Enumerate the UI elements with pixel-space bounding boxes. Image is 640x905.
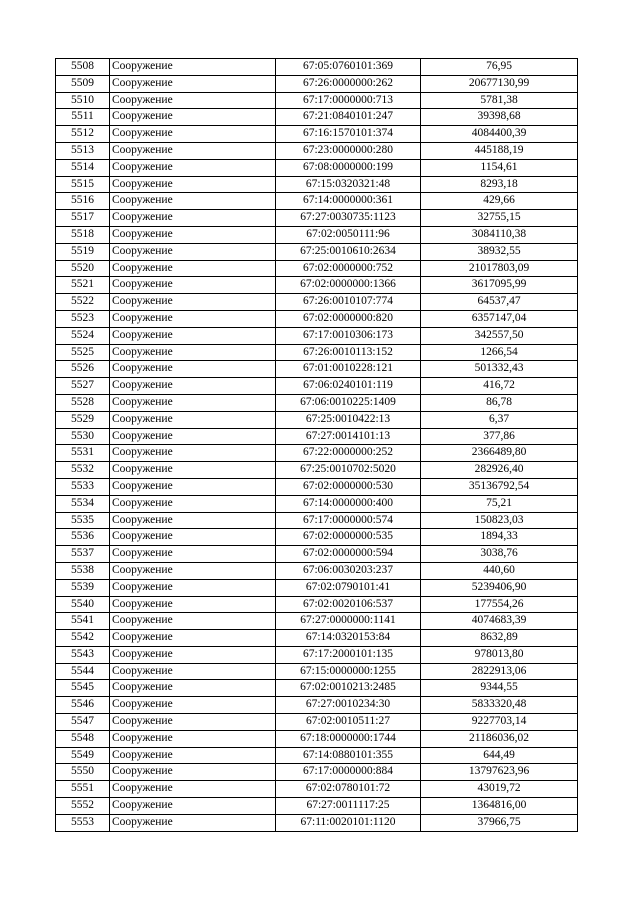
cadastral-number-cell: 67:23:0000000:280 bbox=[276, 142, 421, 159]
cadastral-value-cell: 416,72 bbox=[421, 378, 578, 395]
cadastral-value-cell: 644,49 bbox=[421, 747, 578, 764]
table-row bbox=[56, 730, 578, 747]
cadastral-number-cell: 67:17:0000000:713 bbox=[276, 92, 421, 109]
cadastral-value-cell: 3038,76 bbox=[421, 546, 578, 563]
cadastral-number-cell: 67:14:0000000:361 bbox=[276, 193, 421, 210]
cadastral-value-cell: 21186036,02 bbox=[421, 730, 578, 747]
row-number-cell: 5538 bbox=[56, 562, 110, 579]
cadastral-number-cell: 67:27:0030735:1123 bbox=[276, 210, 421, 227]
table-row bbox=[56, 109, 578, 126]
table-row bbox=[56, 378, 578, 395]
table-row bbox=[56, 596, 578, 613]
cadastral-number-cell: 67:15:0000000:1255 bbox=[276, 663, 421, 680]
object-type-cell: Сооружение bbox=[110, 310, 276, 327]
object-type-cell: Сооружение bbox=[110, 378, 276, 395]
row-number-cell: 5534 bbox=[56, 495, 110, 512]
object-type-cell: Сооружение bbox=[110, 781, 276, 798]
table-row bbox=[56, 663, 578, 680]
object-type-cell: Сооружение bbox=[110, 814, 276, 831]
cadastral-number-cell: 67:11:0020101:1120 bbox=[276, 814, 421, 831]
row-number-cell: 5553 bbox=[56, 814, 110, 831]
object-type-cell: Сооружение bbox=[110, 394, 276, 411]
table-row bbox=[56, 327, 578, 344]
cadastral-number-cell: 67:25:0010422:13 bbox=[276, 411, 421, 428]
row-number-cell: 5528 bbox=[56, 394, 110, 411]
cadastral-value-cell: 1894,33 bbox=[421, 529, 578, 546]
table-body bbox=[56, 59, 578, 832]
table-row bbox=[56, 630, 578, 647]
cadastral-value-cell: 440,60 bbox=[421, 562, 578, 579]
cadastral-value-cell: 38932,55 bbox=[421, 243, 578, 260]
object-type-cell: Сооружение bbox=[110, 596, 276, 613]
table-row bbox=[56, 680, 578, 697]
table-row bbox=[56, 478, 578, 495]
cadastral-value-cell: 177554,26 bbox=[421, 596, 578, 613]
table-row bbox=[56, 193, 578, 210]
object-type-cell: Сооружение bbox=[110, 697, 276, 714]
cadastral-value-cell: 282926,40 bbox=[421, 462, 578, 479]
row-number-cell: 5531 bbox=[56, 445, 110, 462]
table-row bbox=[56, 344, 578, 361]
row-number-cell: 5536 bbox=[56, 529, 110, 546]
cadastral-value-cell: 75,21 bbox=[421, 495, 578, 512]
cadastral-number-cell: 67:26:0010113:152 bbox=[276, 344, 421, 361]
cadastral-value-cell: 4084400,39 bbox=[421, 126, 578, 143]
table-row bbox=[56, 243, 578, 260]
cadastral-value-cell: 9227703,14 bbox=[421, 714, 578, 731]
cadastral-number-cell: 67:02:0790101:41 bbox=[276, 579, 421, 596]
cadastral-value-cell: 13797623,96 bbox=[421, 764, 578, 781]
object-type-cell: Сооружение bbox=[110, 445, 276, 462]
object-type-cell: Сооружение bbox=[110, 579, 276, 596]
table-row bbox=[56, 59, 578, 76]
cadastral-number-cell: 67:08:0000000:199 bbox=[276, 159, 421, 176]
cadastral-number-cell: 67:02:0000000:535 bbox=[276, 529, 421, 546]
object-type-cell: Сооружение bbox=[110, 462, 276, 479]
cadastral-number-cell: 67:02:0000000:820 bbox=[276, 310, 421, 327]
row-number-cell: 5546 bbox=[56, 697, 110, 714]
row-number-cell: 5550 bbox=[56, 764, 110, 781]
cadastral-number-cell: 67:01:0010228:121 bbox=[276, 361, 421, 378]
table-row bbox=[56, 75, 578, 92]
row-number-cell: 5526 bbox=[56, 361, 110, 378]
cadastral-value-cell: 2822913,06 bbox=[421, 663, 578, 680]
cadastral-value-cell: 35136792,54 bbox=[421, 478, 578, 495]
cadastral-value-cell: 5239406,90 bbox=[421, 579, 578, 596]
table-row bbox=[56, 512, 578, 529]
row-number-cell: 5510 bbox=[56, 92, 110, 109]
row-number-cell: 5525 bbox=[56, 344, 110, 361]
cadastral-number-cell: 67:16:1570101:374 bbox=[276, 126, 421, 143]
cadastral-number-cell: 67:14:0320153:84 bbox=[276, 630, 421, 647]
row-number-cell: 5551 bbox=[56, 781, 110, 798]
row-number-cell: 5515 bbox=[56, 176, 110, 193]
object-type-cell: Сооружение bbox=[110, 59, 276, 76]
cadastral-value-cell: 445188,19 bbox=[421, 142, 578, 159]
table-row bbox=[56, 462, 578, 479]
cadastral-number-cell: 67:17:0000000:884 bbox=[276, 764, 421, 781]
object-type-cell: Сооружение bbox=[110, 512, 276, 529]
object-type-cell: Сооружение bbox=[110, 176, 276, 193]
table-row bbox=[56, 495, 578, 512]
object-type-cell: Сооружение bbox=[110, 798, 276, 815]
table-row bbox=[56, 394, 578, 411]
cadastral-number-cell: 67:17:0010306:173 bbox=[276, 327, 421, 344]
table-row bbox=[56, 646, 578, 663]
row-number-cell: 5542 bbox=[56, 630, 110, 647]
cadastral-number-cell: 67:02:0000000:1366 bbox=[276, 277, 421, 294]
table-row bbox=[56, 277, 578, 294]
cadastral-value-cell: 32755,15 bbox=[421, 210, 578, 227]
object-type-cell: Сооружение bbox=[110, 680, 276, 697]
cadastral-value-cell: 8293,18 bbox=[421, 176, 578, 193]
cadastral-number-cell: 67:27:0010234:30 bbox=[276, 697, 421, 714]
cadastral-number-cell: 67:17:2000101:135 bbox=[276, 646, 421, 663]
row-number-cell: 5518 bbox=[56, 226, 110, 243]
cadastral-number-cell: 67:02:0020106:537 bbox=[276, 596, 421, 613]
cadastral-value-cell: 9344,55 bbox=[421, 680, 578, 697]
table-row bbox=[56, 361, 578, 378]
object-type-cell: Сооружение bbox=[110, 92, 276, 109]
table-row bbox=[56, 747, 578, 764]
cadastral-value-cell: 39398,68 bbox=[421, 109, 578, 126]
row-number-cell: 5523 bbox=[56, 310, 110, 327]
row-number-cell: 5544 bbox=[56, 663, 110, 680]
row-number-cell: 5530 bbox=[56, 428, 110, 445]
object-type-cell: Сооружение bbox=[110, 478, 276, 495]
table-row bbox=[56, 176, 578, 193]
table-row bbox=[56, 613, 578, 630]
cadastral-number-cell: 67:18:0000000:1744 bbox=[276, 730, 421, 747]
cadastral-value-cell: 8632,89 bbox=[421, 630, 578, 647]
cadastral-number-cell: 67:25:0010702:5020 bbox=[276, 462, 421, 479]
cadastral-number-cell: 67:14:0000000:400 bbox=[276, 495, 421, 512]
cadastral-value-cell: 6357147,04 bbox=[421, 310, 578, 327]
object-type-cell: Сооружение bbox=[110, 714, 276, 731]
object-type-cell: Сооружение bbox=[110, 495, 276, 512]
object-type-cell: Сооружение bbox=[110, 109, 276, 126]
object-type-cell: Сооружение bbox=[110, 142, 276, 159]
cadastral-number-cell: 67:22:0000000:252 bbox=[276, 445, 421, 462]
row-number-cell: 5521 bbox=[56, 277, 110, 294]
object-type-cell: Сооружение bbox=[110, 730, 276, 747]
row-number-cell: 5524 bbox=[56, 327, 110, 344]
cadastral-value-cell: 21017803,09 bbox=[421, 260, 578, 277]
cadastral-number-cell: 67:21:0840101:247 bbox=[276, 109, 421, 126]
object-type-cell: Сооружение bbox=[110, 193, 276, 210]
row-number-cell: 5552 bbox=[56, 798, 110, 815]
object-type-cell: Сооружение bbox=[110, 243, 276, 260]
cadastral-number-cell: 67:27:0000000:1141 bbox=[276, 613, 421, 630]
table-row bbox=[56, 428, 578, 445]
cadastral-number-cell: 67:14:0880101:355 bbox=[276, 747, 421, 764]
cadastral-number-cell: 67:02:0000000:594 bbox=[276, 546, 421, 563]
cadastral-value-cell: 377,86 bbox=[421, 428, 578, 445]
row-number-cell: 5514 bbox=[56, 159, 110, 176]
object-type-cell: Сооружение bbox=[110, 663, 276, 680]
object-type-cell: Сооружение bbox=[110, 529, 276, 546]
table-row bbox=[56, 411, 578, 428]
row-number-cell: 5532 bbox=[56, 462, 110, 479]
cadastral-number-cell: 67:27:0011117:25 bbox=[276, 798, 421, 815]
table-row bbox=[56, 142, 578, 159]
row-number-cell: 5522 bbox=[56, 294, 110, 311]
object-type-cell: Сооружение bbox=[110, 226, 276, 243]
table-row bbox=[56, 310, 578, 327]
cadastral-value-cell: 1154,61 bbox=[421, 159, 578, 176]
object-type-cell: Сооружение bbox=[110, 344, 276, 361]
cadastral-value-cell: 429,66 bbox=[421, 193, 578, 210]
cadastral-number-cell: 67:27:0014101:13 bbox=[276, 428, 421, 445]
table-row bbox=[56, 798, 578, 815]
table-row bbox=[56, 697, 578, 714]
cadastral-number-cell: 67:26:0000000:262 bbox=[276, 75, 421, 92]
table-row bbox=[56, 92, 578, 109]
object-type-cell: Сооружение bbox=[110, 294, 276, 311]
cadastral-number-cell: 67:06:0030203:237 bbox=[276, 562, 421, 579]
row-number-cell: 5545 bbox=[56, 680, 110, 697]
table-row bbox=[56, 562, 578, 579]
cadastral-value-cell: 1364816,00 bbox=[421, 798, 578, 815]
table-row bbox=[56, 814, 578, 831]
object-type-cell: Сооружение bbox=[110, 260, 276, 277]
table-row bbox=[56, 159, 578, 176]
table-row bbox=[56, 714, 578, 731]
table-row bbox=[56, 781, 578, 798]
cadastral-number-cell: 67:02:0010213:2485 bbox=[276, 680, 421, 697]
table-row bbox=[56, 260, 578, 277]
object-type-cell: Сооружение bbox=[110, 361, 276, 378]
cadastral-value-cell: 1266,54 bbox=[421, 344, 578, 361]
cadastral-value-cell: 5833320,48 bbox=[421, 697, 578, 714]
row-number-cell: 5537 bbox=[56, 546, 110, 563]
object-type-cell: Сооружение bbox=[110, 327, 276, 344]
cadastral-value-cell: 20677130,99 bbox=[421, 75, 578, 92]
cadastral-number-cell: 67:15:0320321:48 bbox=[276, 176, 421, 193]
cadastral-value-cell: 978013,80 bbox=[421, 646, 578, 663]
row-number-cell: 5508 bbox=[56, 59, 110, 76]
row-number-cell: 5539 bbox=[56, 579, 110, 596]
row-number-cell: 5533 bbox=[56, 478, 110, 495]
cadastral-number-cell: 67:06:0010225:1409 bbox=[276, 394, 421, 411]
cadastral-value-table bbox=[55, 58, 578, 832]
object-type-cell: Сооружение bbox=[110, 210, 276, 227]
row-number-cell: 5540 bbox=[56, 596, 110, 613]
cadastral-number-cell: 67:02:0780101:72 bbox=[276, 781, 421, 798]
cadastral-value-cell: 3084110,38 bbox=[421, 226, 578, 243]
cadastral-number-cell: 67:02:0010511:27 bbox=[276, 714, 421, 731]
cadastral-value-cell: 64537,47 bbox=[421, 294, 578, 311]
table-row bbox=[56, 226, 578, 243]
cadastral-number-cell: 67:02:0050111:96 bbox=[276, 226, 421, 243]
cadastral-value-cell: 5781,38 bbox=[421, 92, 578, 109]
object-type-cell: Сооружение bbox=[110, 630, 276, 647]
object-type-cell: Сооружение bbox=[110, 428, 276, 445]
table-row bbox=[56, 546, 578, 563]
row-number-cell: 5519 bbox=[56, 243, 110, 260]
row-number-cell: 5543 bbox=[56, 646, 110, 663]
object-type-cell: Сооружение bbox=[110, 277, 276, 294]
cadastral-value-cell: 37966,75 bbox=[421, 814, 578, 831]
row-number-cell: 5535 bbox=[56, 512, 110, 529]
object-type-cell: Сооружение bbox=[110, 562, 276, 579]
cadastral-number-cell: 67:25:0010610:2634 bbox=[276, 243, 421, 260]
row-number-cell: 5511 bbox=[56, 109, 110, 126]
cadastral-number-cell: 67:26:0010107:774 bbox=[276, 294, 421, 311]
table-row bbox=[56, 210, 578, 227]
row-number-cell: 5509 bbox=[56, 75, 110, 92]
table-row bbox=[56, 294, 578, 311]
cadastral-value-cell: 150823,03 bbox=[421, 512, 578, 529]
cadastral-value-cell: 3617095,99 bbox=[421, 277, 578, 294]
cadastral-value-cell: 501332,43 bbox=[421, 361, 578, 378]
cadastral-number-cell: 67:05:0760101:369 bbox=[276, 59, 421, 76]
cadastral-value-cell: 2366489,80 bbox=[421, 445, 578, 462]
table-row bbox=[56, 579, 578, 596]
object-type-cell: Сооружение bbox=[110, 159, 276, 176]
row-number-cell: 5549 bbox=[56, 747, 110, 764]
cadastral-number-cell: 67:17:0000000:574 bbox=[276, 512, 421, 529]
row-number-cell: 5520 bbox=[56, 260, 110, 277]
row-number-cell: 5513 bbox=[56, 142, 110, 159]
table-row bbox=[56, 529, 578, 546]
table-row bbox=[56, 764, 578, 781]
object-type-cell: Сооружение bbox=[110, 126, 276, 143]
row-number-cell: 5541 bbox=[56, 613, 110, 630]
cadastral-number-cell: 67:02:0000000:752 bbox=[276, 260, 421, 277]
object-type-cell: Сооружение bbox=[110, 411, 276, 428]
row-number-cell: 5547 bbox=[56, 714, 110, 731]
cadastral-value-cell: 4074683,39 bbox=[421, 613, 578, 630]
table-row bbox=[56, 126, 578, 143]
object-type-cell: Сооружение bbox=[110, 546, 276, 563]
object-type-cell: Сооружение bbox=[110, 747, 276, 764]
object-type-cell: Сооружение bbox=[110, 646, 276, 663]
object-type-cell: Сооружение bbox=[110, 75, 276, 92]
cadastral-number-cell: 67:02:0000000:530 bbox=[276, 478, 421, 495]
cadastral-number-cell: 67:06:0240101:119 bbox=[276, 378, 421, 395]
cadastral-value-cell: 43019,72 bbox=[421, 781, 578, 798]
object-type-cell: Сооружение bbox=[110, 764, 276, 781]
cadastral-value-cell: 86,78 bbox=[421, 394, 578, 411]
row-number-cell: 5516 bbox=[56, 193, 110, 210]
row-number-cell: 5548 bbox=[56, 730, 110, 747]
cadastral-value-cell: 342557,50 bbox=[421, 327, 578, 344]
cadastral-value-cell: 6,37 bbox=[421, 411, 578, 428]
row-number-cell: 5527 bbox=[56, 378, 110, 395]
row-number-cell: 5512 bbox=[56, 126, 110, 143]
object-type-cell: Сооружение bbox=[110, 613, 276, 630]
row-number-cell: 5517 bbox=[56, 210, 110, 227]
row-number-cell: 5529 bbox=[56, 411, 110, 428]
cadastral-value-cell: 76,95 bbox=[421, 59, 578, 76]
table-row bbox=[56, 445, 578, 462]
